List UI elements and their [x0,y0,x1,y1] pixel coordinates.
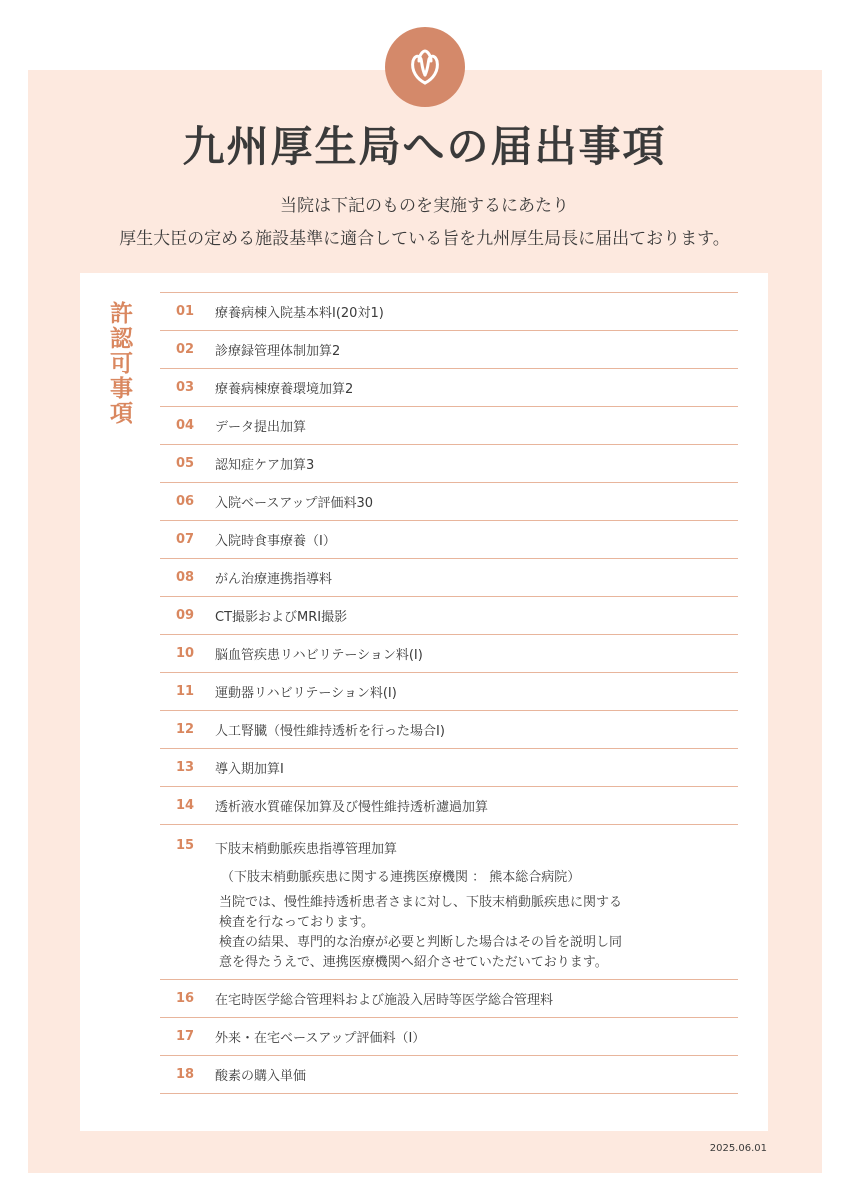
list-item [160,293,738,331]
list-item [160,1056,738,1094]
item-number: 02 [176,342,195,357]
item-label: CT撮影およびMRI撮影 [215,610,348,625]
item-note [219,893,622,973]
note-line: 検査を行なっております。 [219,915,374,930]
list-item [160,331,738,369]
item-label: 診療録管理体制加算2 [215,344,341,359]
intro-line-1: 当院は下記のものを実施するにあたり [280,196,569,216]
item-number: 05 [176,456,195,471]
list-item [160,635,738,673]
item-label: データ提出加算 [215,420,307,435]
hands-logo-icon [403,45,447,89]
list-item [160,445,738,483]
item-label: 人工腎臓（慢性維持透析を行った場合Ⅰ) [215,724,445,739]
item-label: 入院時食事療養（Ⅰ） [215,534,336,549]
item-number: 08 [176,570,195,585]
list-item [160,711,738,749]
section-label: 許認可事項 [106,301,132,426]
item-label: 認知症ケア加算3 [215,458,315,473]
page-title: 九州厚生局への届出事項 [182,122,667,171]
item-number: 09 [176,608,195,623]
item-number: 04 [176,418,195,433]
item-number: 17 [176,1029,195,1044]
item-sublabel: （下肢末梢動脈疾患に関する連携医療機関 ： 熊本総合病院） [221,870,581,885]
item-number: 07 [176,532,195,547]
item-label: 療養病棟入院基本料Ⅰ(20対1) [215,306,384,321]
item-label: 療養病棟療養環境加算2 [215,382,354,397]
list-item [160,369,738,407]
item-label: 入院ベースアップ評価料30 [215,496,373,511]
item-label: 在宅時医学総合管理料および施設入居時等医学総合管理料 [215,993,554,1008]
hospital-logo [385,27,465,107]
issue-date: 2025.06.01 [709,1143,767,1154]
item-number: 03 [176,380,195,395]
item-label: がん治療連携指導料 [215,572,333,587]
note-line: 当院では、慢性維持透析患者さまに対し、下肢末梢動脈疾患に関する [219,895,623,910]
item-number: 13 [176,760,195,775]
item-number: 01 [176,304,195,319]
item-label: 酸素の購入単価 [215,1069,307,1084]
list-item [160,597,738,635]
list-item [160,559,738,597]
items-list [160,292,738,1094]
list-item [160,407,738,445]
intro-text [0,190,849,256]
item-number: 12 [176,722,195,737]
item-label: 下肢末梢動脈疾患指導管理加算 [215,842,398,857]
list-item [160,1018,738,1056]
note-line: 意を得たうえで、連携医療機関へ紹介させていただいております。 [219,955,608,970]
item-number: 15 [176,838,195,853]
item-label: 運動器リハビリテーション料(Ⅰ) [215,686,397,701]
item-label: 透析液水質確保加算及び慢性維持透析濾過加算 [215,800,489,815]
item-label: 外来・在宅ベースアップ評価料（Ⅰ） [215,1031,426,1046]
list-item [160,521,738,559]
item-number: 18 [176,1067,195,1082]
list-item [160,787,738,825]
item-number: 14 [176,798,195,813]
items-card [80,273,768,1131]
note-line: 検査の結果、専門的な治療が必要と判断した場合はその旨を説明し同 [219,935,623,950]
list-item [160,673,738,711]
item-label: 脳血管疾患リハビリテーション料(Ⅰ) [215,648,423,663]
item-number: 11 [176,684,195,699]
item-details [215,838,622,973]
item-number: 06 [176,494,195,509]
item-label: 導入期加算Ⅰ [215,762,284,777]
list-item [160,749,738,787]
item-number: 16 [176,991,195,1006]
item-number: 10 [176,646,195,661]
list-item [160,980,738,1018]
intro-line-2: 厚生大臣の定める施設基準に適合している旨を九州厚生局長に届出ております。 [119,229,730,249]
list-item [160,825,738,980]
list-item [160,483,738,521]
